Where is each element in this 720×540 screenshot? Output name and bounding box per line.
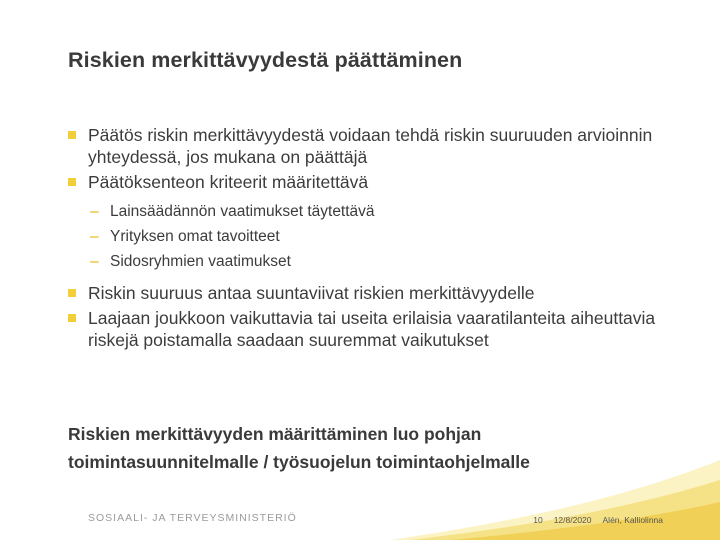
ministry-logo-text: SOSIAALI- JA TERVEYSMINISTERIÖ xyxy=(88,512,297,524)
sub-bullet-text: Yrityksen omat tavoitteet xyxy=(110,228,280,245)
bullet-item xyxy=(68,282,688,304)
bullet-text: Laajaan joukkoon vaikuttavia tai useita erilaisia vaaratilanteita aiheuttavia riskejä poistamalla saadaan suuremmat vaikutukset xyxy=(88,308,656,350)
bullet-item xyxy=(68,124,688,168)
conclusion-line: toimintasuunnitelmalle / työsuojelun toimintaohjelmalle xyxy=(68,452,530,472)
sub-bullet-list xyxy=(68,202,688,272)
sub-bullet-item xyxy=(68,227,688,247)
slide-body xyxy=(68,124,688,354)
bullet-text: Päätöksenteon kriteerit määritettävä xyxy=(88,172,369,192)
sub-bullet-item xyxy=(68,202,688,222)
footer-date: 12/8/2020 xyxy=(553,515,592,525)
dash-bullet-icon: – xyxy=(90,203,99,220)
dash-bullet-icon: – xyxy=(90,228,99,245)
footer-meta xyxy=(533,515,663,525)
bullet-item xyxy=(68,171,688,193)
dash-bullet-icon: – xyxy=(90,253,99,270)
page-number: 10 xyxy=(533,515,543,525)
sub-bullet-item xyxy=(68,252,688,272)
bullet-text: Päätös riskin merkittävyydestä voidaan tehdä riskin suuruuden arvioinnin yhteydessä, jos mukana on päättäjä xyxy=(88,125,653,167)
sub-bullet-text: Lainsäädännön vaatimukset täytettävä xyxy=(110,203,375,220)
sub-bullet-text: Sidosryhmien vaatimukset xyxy=(110,253,291,270)
slide-title: Riskien merkittävyydestä päättäminen xyxy=(68,48,463,72)
square-bullet-icon xyxy=(68,178,76,186)
square-bullet-icon xyxy=(68,131,76,139)
square-bullet-icon xyxy=(68,314,76,322)
footer-author: Alén, Kalliolinna xyxy=(602,515,663,525)
bullet-item xyxy=(68,307,688,351)
bullet-text: Riskin suuruus antaa suuntaviivat riskien merkittävyydelle xyxy=(88,283,535,303)
conclusion-line: Riskien merkittävyyden määrittäminen luo pohjan xyxy=(68,424,482,444)
square-bullet-icon xyxy=(68,289,76,297)
